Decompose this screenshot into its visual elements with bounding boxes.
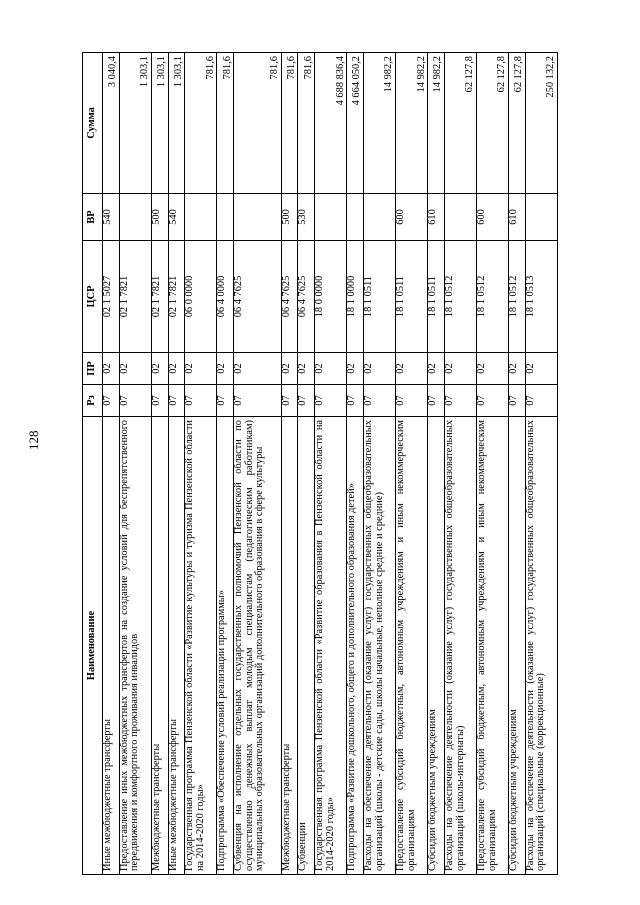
- cell-pr: 02: [168, 353, 185, 385]
- cell-rz: 07: [217, 385, 234, 417]
- cell-name: Подпрограмма «Обеспечение условий реализации программы»: [217, 417, 234, 875]
- cell-name: Предоставление иных межбюджетных трансфертов на создание условий для беспрепятственного передвижения и комфортного проживания инвалидов: [119, 417, 151, 875]
- cell-sum: 781,6: [217, 53, 234, 194]
- cell-vr: [217, 194, 234, 241]
- cell-vr: 610: [509, 194, 526, 241]
- cell-name: Субвенция на исполнение отдельных государственных полномочий Пензенской области по осуществлению денежных выплат молодым специалистам (педагогическим работникам) муниципальных образовательных организаций дополнительного образования в сфере культуры: [234, 417, 281, 875]
- table-row: [217, 53, 234, 875]
- cell-csr: 18 1 0513: [525, 241, 557, 353]
- cell-vr: [315, 194, 347, 241]
- cell-rz: 07: [151, 385, 168, 417]
- cell-csr: 18 1 0000: [347, 241, 364, 353]
- table-row: [185, 53, 217, 875]
- cell-pr: 02: [525, 353, 557, 385]
- cell-name: Субсидии бюджетным учреждениям: [509, 417, 526, 875]
- cell-rz: 07: [444, 385, 476, 417]
- cell-name: Субвенции: [298, 417, 315, 875]
- cell-sum: 250 132,2: [525, 53, 557, 194]
- cell-vr: [525, 194, 557, 241]
- cell-pr: 02: [151, 353, 168, 385]
- cell-name: Субсидии бюджетным учреждениям: [428, 417, 445, 875]
- table-row: [281, 53, 298, 875]
- cell-vr: 500: [281, 194, 298, 241]
- cell-vr: 530: [298, 194, 315, 241]
- cell-rz: 07: [315, 385, 347, 417]
- cell-pr: 02: [396, 353, 428, 385]
- header-rz: Рз: [83, 385, 103, 417]
- cell-pr: 02: [315, 353, 347, 385]
- header-sum: Сумма: [83, 53, 103, 194]
- cell-name: Межбюджетные трансферты: [281, 417, 298, 875]
- cell-sum: 1 303,1: [168, 53, 185, 194]
- cell-pr: 02: [364, 353, 396, 385]
- cell-vr: [364, 194, 396, 241]
- cell-sum: 4 664 050,2: [347, 53, 364, 194]
- cell-sum: 62 127,8: [444, 53, 476, 194]
- cell-csr: 06 0 0000: [185, 241, 217, 353]
- table-row: [234, 53, 281, 875]
- cell-name: Государственная программа Пензенской области «Развитие образования в Пензенской области на 2014-2020 годы»: [315, 417, 347, 875]
- cell-rz: 07: [477, 385, 509, 417]
- table-row: [315, 53, 347, 875]
- cell-sum: 3 040,4: [103, 53, 120, 194]
- cell-rz: 07: [185, 385, 217, 417]
- cell-name: Межбюджетные трансферты: [151, 417, 168, 875]
- cell-csr: 06 4 7625: [298, 241, 315, 353]
- cell-pr: 02: [119, 353, 151, 385]
- cell-sum: 62 127,8: [477, 53, 509, 194]
- cell-csr: 18 1 0512: [509, 241, 526, 353]
- cell-pr: 02: [185, 353, 217, 385]
- table-row: [119, 53, 151, 875]
- table-row: [364, 53, 396, 875]
- cell-pr: 02: [217, 353, 234, 385]
- cell-vr: 610: [428, 194, 445, 241]
- table-row: [444, 53, 476, 875]
- cell-pr: 02: [444, 353, 476, 385]
- cell-vr: [347, 194, 364, 241]
- cell-csr: 02 1 7821: [119, 241, 151, 353]
- cell-pr: 02: [347, 353, 364, 385]
- cell-pr: 02: [298, 353, 315, 385]
- cell-sum: 1 303,1: [151, 53, 168, 194]
- table-row: [396, 53, 428, 875]
- header-csr: ЦСР: [83, 241, 103, 353]
- table-body: [103, 53, 558, 875]
- cell-vr: 600: [396, 194, 428, 241]
- table-row: [103, 53, 120, 875]
- cell-vr: [234, 194, 281, 241]
- cell-name: Подпрограмма «Развитие дошкольного, общего и дополнительного образования детей»: [347, 417, 364, 875]
- cell-sum: 14 982,2: [428, 53, 445, 194]
- table-row: [298, 53, 315, 875]
- table-row: [525, 53, 557, 875]
- cell-sum: 781,6: [298, 53, 315, 194]
- cell-csr: 06 4 7625: [234, 241, 281, 353]
- cell-sum: 781,6: [281, 53, 298, 194]
- cell-name: Предоставление субсидий бюджетным, автономным учреждениям и иным некоммерческим организациям: [396, 417, 428, 875]
- cell-rz: 07: [281, 385, 298, 417]
- cell-vr: 540: [103, 194, 120, 241]
- cell-rz: 07: [428, 385, 445, 417]
- table-row: [168, 53, 185, 875]
- cell-sum: 781,6: [234, 53, 281, 194]
- cell-sum: 781,6: [185, 53, 217, 194]
- cell-pr: 02: [428, 353, 445, 385]
- cell-csr: 18 1 0511: [364, 241, 396, 353]
- cell-sum: 1 303,1: [119, 53, 151, 194]
- cell-csr: 02 1 5027: [103, 241, 120, 353]
- cell-vr: 600: [477, 194, 509, 241]
- cell-name: Расходы на обеспечение деятельности (оказание услуг) государственных общеобразовательных организаций (школы - детские сады, школы начальные, неполные средние и средние): [364, 417, 396, 875]
- cell-name: Расходы на обеспечение деятельности (оказание услуг) государственных общеобразовательных организаций (специальные (коррекционные): [525, 417, 557, 875]
- budget-table: [82, 52, 558, 875]
- cell-rz: 07: [364, 385, 396, 417]
- cell-csr: 06 4 7625: [281, 241, 298, 353]
- cell-csr: 18 0 0000: [315, 241, 347, 353]
- cell-pr: 02: [477, 353, 509, 385]
- cell-rz: 07: [168, 385, 185, 417]
- cell-name: Государственная программа Пензенской области «Развитие культуры и туризма Пензенской области на 2014-2020 годы»: [185, 417, 217, 875]
- cell-csr: 06 4 0000: [217, 241, 234, 353]
- header-vr: ВР: [83, 194, 103, 241]
- cell-name: Иные межбюджетные трансферты: [168, 417, 185, 875]
- cell-csr: 02 1 7821: [151, 241, 168, 353]
- table-row: [347, 53, 364, 875]
- table-row: [151, 53, 168, 875]
- cell-sum: 14 982,2: [396, 53, 428, 194]
- cell-rz: 07: [298, 385, 315, 417]
- cell-name: Предоставление субсидий бюджетным, автономным учреждениям и иным некоммерческим организациям: [477, 417, 509, 875]
- cell-vr: [185, 194, 217, 241]
- cell-sum: 4 688 836,4: [315, 53, 347, 194]
- cell-csr: 18 1 0512: [477, 241, 509, 353]
- cell-pr: 02: [103, 353, 120, 385]
- cell-csr: 02 1 7821: [168, 241, 185, 353]
- cell-name: Расходы на обеспечение деятельности (оказание услуг) государственных общеобразовательных организаций (школы-интернаты): [444, 417, 476, 875]
- table-row: [477, 53, 509, 875]
- table-row: [509, 53, 526, 875]
- cell-vr: 540: [168, 194, 185, 241]
- cell-rz: 07: [347, 385, 364, 417]
- rotated-page-content: [82, 53, 558, 875]
- cell-rz: 07: [396, 385, 428, 417]
- cell-rz: 07: [509, 385, 526, 417]
- cell-csr: 18 1 0511: [428, 241, 445, 353]
- cell-vr: [119, 194, 151, 241]
- cell-name: Иные межбюджетные трансферты: [103, 417, 120, 875]
- cell-vr: 500: [151, 194, 168, 241]
- cell-sum: 14 982,2: [364, 53, 396, 194]
- cell-sum: 62 127,8: [509, 53, 526, 194]
- page-number: 128: [26, 430, 41, 450]
- table-header-row: [83, 53, 103, 875]
- cell-rz: 07: [234, 385, 281, 417]
- cell-rz: 07: [119, 385, 151, 417]
- cell-pr: 02: [281, 353, 298, 385]
- table-row: [428, 53, 445, 875]
- cell-csr: 18 1 0512: [444, 241, 476, 353]
- header-pr: ПР: [83, 353, 103, 385]
- cell-rz: 07: [525, 385, 557, 417]
- cell-vr: [444, 194, 476, 241]
- cell-pr: 02: [509, 353, 526, 385]
- header-name: Наименование: [83, 417, 103, 875]
- cell-csr: 18 1 0511: [396, 241, 428, 353]
- cell-rz: 07: [103, 385, 120, 417]
- cell-pr: 02: [234, 353, 281, 385]
